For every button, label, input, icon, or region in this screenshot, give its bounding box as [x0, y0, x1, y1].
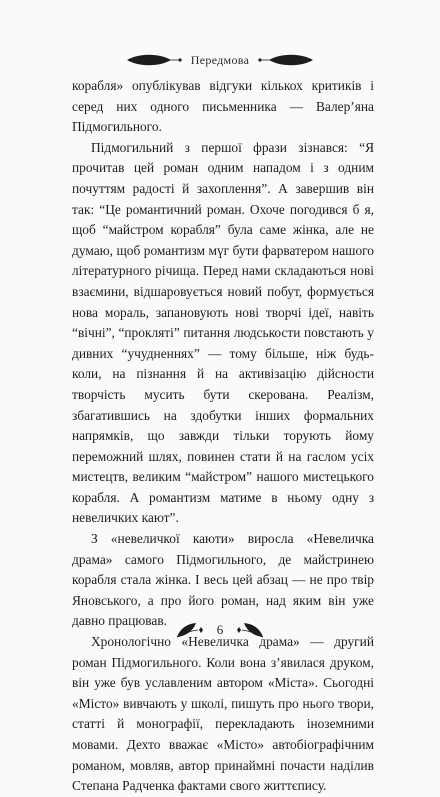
- leaf-sprig-left-icon: [174, 621, 208, 639]
- page-number: 6: [216, 622, 224, 637]
- paragraph: Підмогильний з першої фрази зізнався: “Я прочитав цей роман одним нападом і з одним почуттям радості й захоплення”. А завершив він так: “Це романтичний роман. Охоче погодився б я, щоб “майстром корабля” була саме жінка, але не думаю, щоб романтизм мүг бути фарватером нашого літературного річища. Перед нами складаються нові взаємини, відшаровується новий побут, формується нова мораль, запановують нові творчі ідеї, навіть “вічні”, “прокляті” питання людськости повстають у дивних “учудненнях” — тому більше, ніж будь-коли, на пізнання й на активізацію дійсности творчість мусить бути скерована. Реалізм, збагатившись на здобутки інших формальних напрямків, що завжди тільки торують йому переможний шлях, повинен стати й на гаслом усіх мистецтв, великим “майстром” нашого мистецького корабля. А романтизм матиме в ньому одну з невеличких кают”.: [72, 139, 374, 526]
- paragraph: З «невеличкої каюти» виросла «Невеличка драма» самого Підмогильного, де майстринею корабля стала жінка. І весь цей абзац — не про твір Яновського, а про його роман, над яким він уже давно працював.: [72, 531, 374, 629]
- leaf-sprig-right-icon: [257, 54, 315, 66]
- running-header: [0, 52, 440, 68]
- page-footer: [0, 621, 440, 639]
- paragraph: Хронологічно «Невеличка драма» — другий роман Підмогильного. Коли вона з’явилася друком, він уже був уславленим автором «Міста». Сьогодні «Місто» вивчають у школі, пишуть про нього твори, статті й монографії, перекладають іноземними мовами. Дехто вважає «Місто» автобіографічним романом, мовляв, автор принаймні почасти наділив Степана Радченка фактами свого життєпису.: [72, 634, 374, 794]
- paragraph: корабля» опублікував відгуки кількох критиків і серед них одного письменника — Валер’яна Підмогильного.: [72, 78, 374, 135]
- header-title: Передмова: [190, 52, 250, 67]
- leaf-sprig-left-icon: [125, 54, 183, 66]
- body-text: [72, 76, 374, 797]
- leaf-sprig-right-icon: [232, 621, 266, 639]
